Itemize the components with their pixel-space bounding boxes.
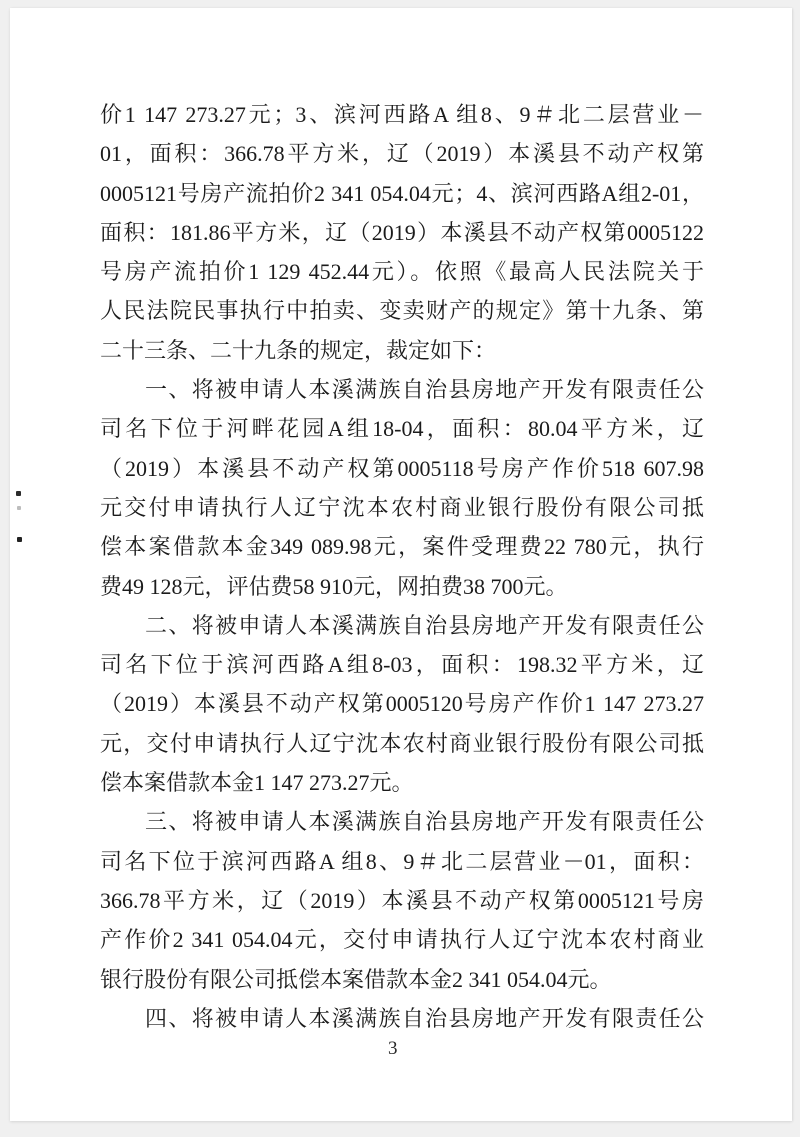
text-line: 价1 147 273.27元；3、滨河西路A 组8、9＃北二层营业－: [100, 102, 704, 127]
text-line: 偿本案借款本金1 147 273.27元。: [100, 770, 414, 796]
text-line: 二、将被申请人本溪满族自治县房地产开发有限责任公: [145, 612, 704, 638]
paragraph: [100, 95, 704, 370]
text-line: 三、将被申请人本溪满族自治县房地产开发有限责任公: [145, 809, 704, 835]
text-line: 人民法院民事执行中拍卖、变卖财产的规定》第十九条、第: [100, 298, 704, 324]
paragraph: [100, 999, 704, 1038]
text-line: 面积：181.86平方米，辽（2019）本溪县不动产权第0005122: [100, 219, 704, 245]
paragraph: [100, 370, 704, 606]
text-line: 司名下位于河畔花园A组18-04，面积：80.04平方米，辽: [100, 416, 704, 442]
paragraph: [100, 802, 704, 998]
text-line: 0005121号房产流拍价2 341 054.04元；4、滨河西路A组2-01，: [100, 180, 704, 206]
document-body: [100, 95, 704, 1038]
text-line: （2019）本溪县不动产权第0005120号房产作价1 147 273.27: [100, 691, 704, 717]
text-line: 司名下位于滨河西路A 组8、9＃北二层营业－01，面积：: [100, 848, 704, 874]
text-line: 一、将被申请人本溪满族自治县房地产开发有限责任公: [145, 377, 704, 403]
text-line: 元交付申请执行人辽宁沈本农村商业银行股份有限公司抵: [100, 494, 704, 520]
text-line: 司名下位于滨河西路A组8-03，面积：198.32平方米，辽: [100, 652, 704, 678]
text-line: 366.78平方米，辽（2019）本溪县不动产权第0005121号房: [100, 887, 704, 913]
text-line: 费49 128元，评估费58 910元，网拍费38 700元。: [100, 573, 568, 599]
text-line: 偿本案借款本金349 089.98元，案件受理费22 780元，执行: [100, 534, 704, 560]
text-line: 产作价2 341 054.04元，交付申请执行人辽宁沈本农村商业: [100, 927, 704, 953]
text-line: 01，面积：366.78平方米，辽（2019）本溪县不动产权第: [100, 141, 704, 167]
text-line: 四、将被申请人本溪满族自治县房地产开发有限责任公: [145, 1005, 704, 1031]
text-line: 号房产流拍价1 129 452.44元）。依照《最高人民法院关于: [100, 259, 704, 285]
paragraph: [100, 606, 704, 802]
text-line: 银行股份有限公司抵偿本案借款本金2 341 054.04元。: [100, 966, 612, 992]
scan-artifact-dot: [17, 506, 21, 510]
scan-artifact-dot: [16, 491, 21, 496]
text-line: （2019）本溪县不动产权第0005118号房产作价518 607.98: [100, 455, 704, 481]
document-page: [10, 8, 792, 1121]
text-line: 元，交付申请执行人辽宁沈本农村商业银行股份有限公司抵: [100, 730, 704, 756]
scan-artifact-dot: [17, 537, 22, 542]
page-number: 3: [388, 1038, 398, 1059]
text-line: 二十三条、二十九条的规定，裁定如下：: [100, 337, 497, 363]
